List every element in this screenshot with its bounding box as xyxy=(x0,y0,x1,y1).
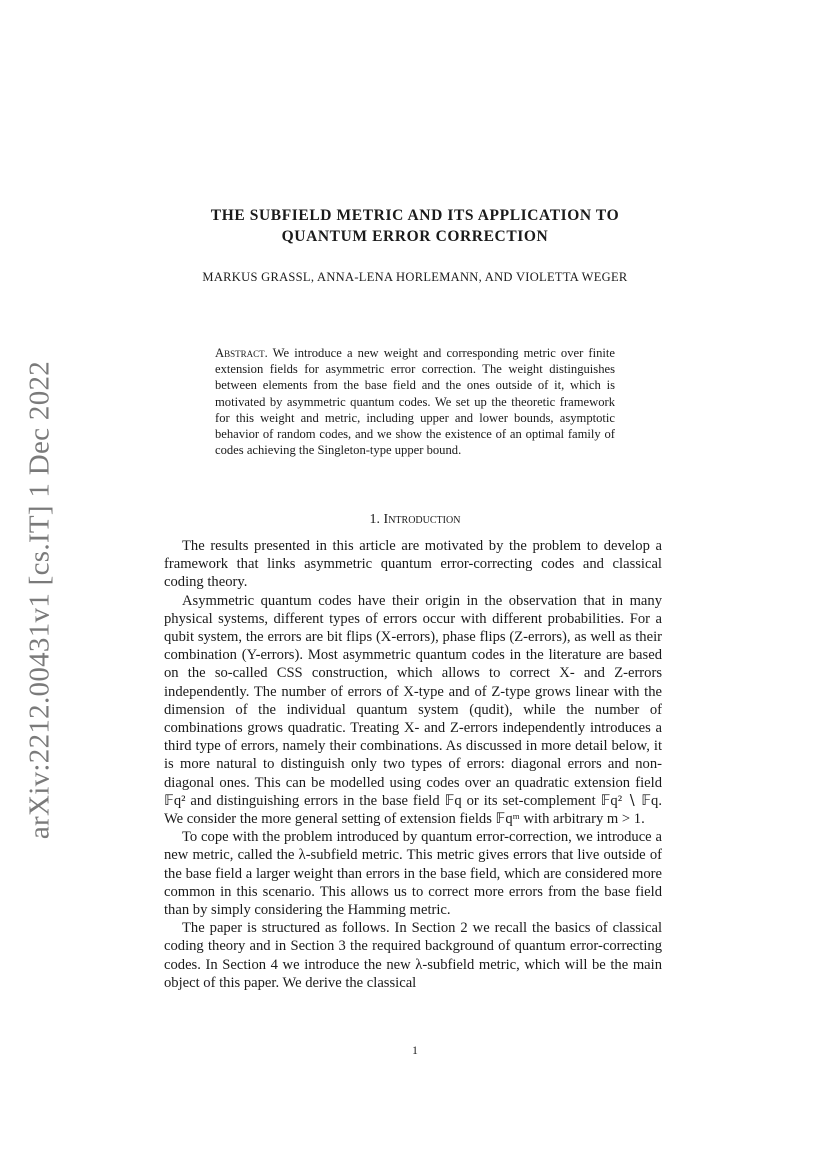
abstract xyxy=(215,345,615,458)
paragraph: Asymmetric quantum codes have their origin in the observation that in many physical systems, different types of errors occur with different probabilities. For a qubit system, the errors are bit flips (X-errors), phase flips (Z-errors), as well as their combination (Y-errors). Most asymmetric quantum codes in the literature are based on the so-called CSS construction, which allows to correct X- and Z-errors independently. The number of errors of X-type and of Z-type grows linear with the dimension of the individual quantum system (qudit), while the number of combinations grows quadratic. Treating X- and Z-errors independently introduces a third type of errors, namely their combinations. As discussed in more detail below, it is more natural to distinguish only two types of errors: diagonal errors and non-diagonal ones. This can be modelled using codes over an quadratic extension field 𝔽q² and distinguishing errors in the base field 𝔽q or its set-complement 𝔽q² ∖ 𝔽q. We consider the more general setting of extension fields 𝔽qᵐ with arbitrary m > 1. xyxy=(164,592,662,828)
title-line-1: THE SUBFIELD METRIC AND ITS APPLICATION TO xyxy=(210,207,620,224)
abstract-text: We introduce a new weight and corresponding metric over finite extension fields for asymmetric error correction. The weight distinguishes between elements from the base field and the ones outside of it, which is motivated by asymmetric quantum codes. We set up the theoretic framework for this weight and metric, including upper and lower bounds, asymptotic behavior of random codes, and we show the existence of an optimal family of codes achieving the Singleton-type upper bound. xyxy=(215,346,616,458)
paragraph: The results presented in this article are motivated by the problem to develop a framework that links asymmetric quantum error-correcting codes and classical coding theory. xyxy=(164,538,662,591)
paragraph: To cope with the problem introduced by quantum error-correction, we introduce a new metric, called the λ-subfield metric. This metric gives errors that live outside of the base field a larger weight than errors in the base field, which are considered more common in this scenario. This allows us to correct more errors from the base field than by simply considering the Hamming metric. xyxy=(164,829,662,919)
section-number: 1. xyxy=(369,512,381,527)
title-line-2: QUANTUM ERROR CORRECTION xyxy=(281,228,549,245)
body-text xyxy=(164,537,662,992)
section-title: Introduction xyxy=(383,512,461,527)
paper-title xyxy=(160,205,670,247)
page-number: 1 xyxy=(412,1045,418,1057)
arxiv-id: arXiv:2212.00431v1 [cs.IT] 1 Dec 2022 xyxy=(23,360,56,840)
arxiv-stamp xyxy=(18,360,62,840)
section-heading xyxy=(160,512,670,528)
paragraph: The paper is structured as follows. In Section 2 we recall the basics of classical coding theory and in Section 3 the required background of quantum error-correcting codes. In Section 4 we introduce the new λ-subfield metric, which will be the main object of this paper. We derive the classical xyxy=(164,920,662,991)
abstract-label: Abstract. xyxy=(215,346,268,360)
authors: MARKUS GRASSL, ANNA-LENA HORLEMANN, AND VIOLETTA WEGER xyxy=(202,270,628,284)
